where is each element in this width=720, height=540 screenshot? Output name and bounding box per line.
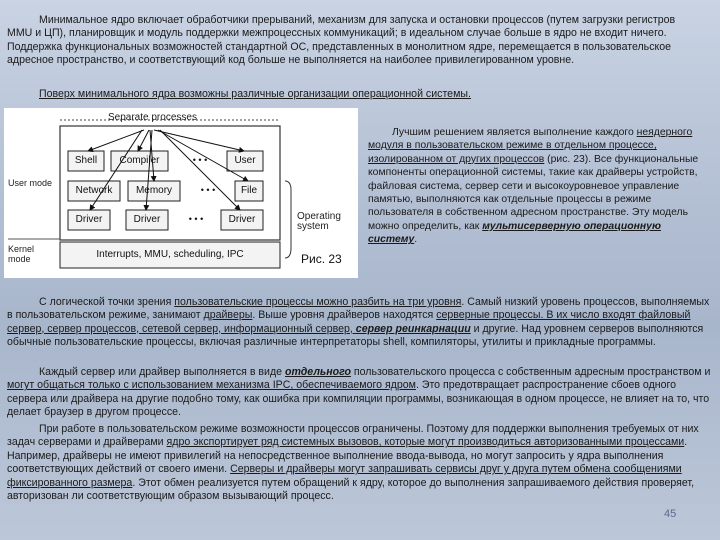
text-run-emphasis: мультисерверную операционную систему xyxy=(368,220,661,246)
file-label: File xyxy=(240,185,258,196)
paragraph-minimal-kernel xyxy=(7,14,697,68)
operating-system-label: Operating system xyxy=(297,211,341,232)
text-run: . Самый низкий уровень процессов, выполняемых в пользовательском режиме, занимают xyxy=(7,296,710,322)
paragraph-multiserver xyxy=(368,126,710,247)
paragraph-user-mode-limits xyxy=(7,423,712,503)
separate-processes-label: Separate processes xyxy=(108,112,197,123)
paragraph-separate-process xyxy=(7,366,712,420)
driver-2-label: Driver xyxy=(133,214,161,225)
ellipsis-row-1: • • • xyxy=(192,155,208,165)
user-label: User xyxy=(234,155,256,166)
text-run: . Например, драйверы не имеют привилегий на непосредственное выполнение ввода-вывода, но могут запросить у ядра выполнения соответствующих действий от своего имени. xyxy=(7,436,688,476)
driver-3-label: Driver xyxy=(228,214,256,225)
user-mode-label: User mode xyxy=(8,178,53,188)
ellipsis-row-3: • • • xyxy=(188,214,204,224)
text-run: При работе в пользовательском режиме возможности процессов ограничены. Поэтому для поддержки выполнения требуемых от них задач серверами и драйверами xyxy=(7,423,699,449)
text-run-emphasis: сервер реинкарнации xyxy=(355,322,471,335)
text-run-underlined: серверные процессы. В их число входят файловый сервер, сервер процессов, сетевой сервер, информационный сервер, xyxy=(7,309,691,335)
figure-multiserver-os xyxy=(4,108,358,278)
os-brace xyxy=(285,181,291,258)
text-run-underlined: пользовательские процессы можно разбить на три уровня xyxy=(174,296,462,308)
driver-1-label: Driver xyxy=(75,214,103,225)
text-run-underlined: Серверы и драйверы могут запрашивать сервисы друг у друга путем обмена сообщениями фиксированного размера xyxy=(7,463,682,489)
text-run: и другие. Над уровнем серверов выполняются обычные пользовательские процессы, включая различные интерпретаторы shell, компиляторы, утилиты и прикладные программы. xyxy=(7,322,704,349)
paragraph-text: Минимальное ядро включает обработчики прерываний, механизм для запуска и остановки процессов (путем загрузки регистров ММU и ЦП), планировщик и модуль поддержки межпроцессных коммуникаций; в идеальном случае больше в ядро не входит ничего. Поддержка функциональных возможностей стандартной ОС, представленных в монолитном ядре, перемещается в пользовательское адресное пространство, и соответствующий код больше не выполняется на наиболее привилегированном уровне. xyxy=(7,14,676,67)
text-run-emphasis: отдельного xyxy=(285,366,351,378)
text-run: Лучшим решением является выполнение каждого xyxy=(392,127,637,138)
text-run-underlined: могут общаться только с использованием механизма IPC, обеспечиваемого ядром xyxy=(7,379,416,392)
text-run: С логической точки зрения xyxy=(39,296,175,308)
paragraph-os-organization xyxy=(7,88,697,101)
figure-caption: Рис. 23 xyxy=(301,252,342,266)
text-run-underlined: драйверы xyxy=(203,309,253,322)
memory-label: Memory xyxy=(135,185,173,196)
page-number: 45 xyxy=(664,508,677,520)
text-run: Каждый сервер или драйвер выполняется в виде xyxy=(39,366,285,378)
network-label: Network xyxy=(75,185,113,196)
kernel-mode-label: Kernel mode xyxy=(8,244,35,264)
compiler-label: Compiler xyxy=(119,155,160,166)
kernel-label: Interrupts, MMU, scheduling, IPC xyxy=(96,249,244,260)
text-run-underlined: неядерного модуля в пользовательском режиме в отдельном процессе, изолированном от других процессов xyxy=(368,127,693,165)
paragraph-three-levels xyxy=(7,296,712,350)
paragraph-text: Поверх минимального ядра возможны различные организации операционной системы. xyxy=(39,88,471,100)
text-run: . Выше уровня драйверов находятся xyxy=(252,309,437,322)
shell-label: Shell xyxy=(74,155,98,166)
ellipsis-row-2: • • • xyxy=(200,185,216,195)
text-run-underlined: ядро экспортирует ряд системных вызовов, которые могут производиться авторизованными процессами xyxy=(166,436,685,449)
text-run: . xyxy=(414,234,418,246)
text-run: пользовательского процесса с собственным адресным пространством и xyxy=(350,366,711,378)
text-run: . Этот обмен реализуется путем обращений к ядру, которое до выполнения запрашиваемого действия проверяет, авторизован ли соответствующим образом вызывающий процесс. xyxy=(7,476,695,503)
text-run: . Это предотвращает распространение сбоев одного сервера или драйвера на другие подобно тому, как ошибка при компиляции программы, возникающая в одном процессе, не влияет на то, что делает браузер в другом процессе. xyxy=(7,379,710,419)
text-run: (рис. 23). Все функциональные компоненты операционной системы, такие как драйверы устройств, файловая система, сервер сети и высокоуровневое управление памятью, выполняются как отдельные процессы в режиме пользователя в собственном адресном пространстве. Эту модель можно определить, как xyxy=(368,153,699,232)
